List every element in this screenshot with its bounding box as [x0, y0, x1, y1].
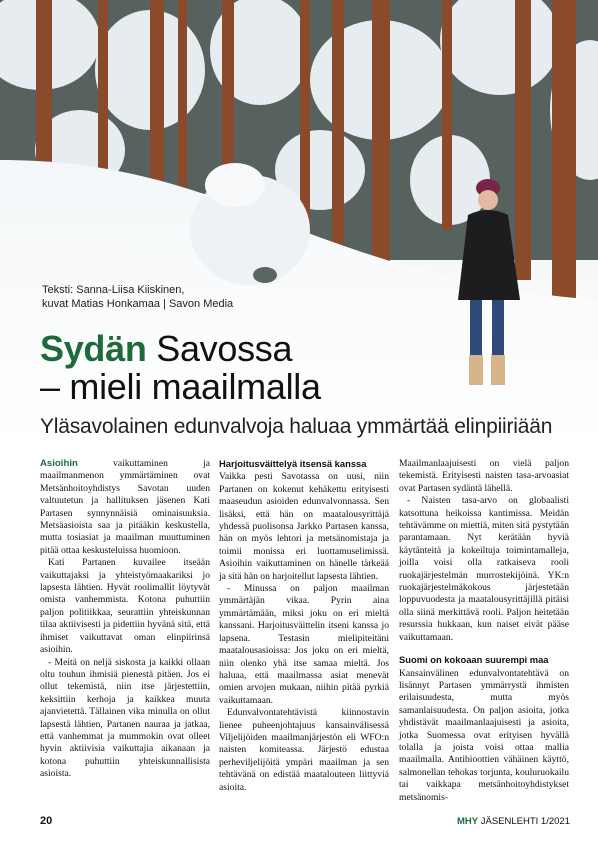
col3-paragraph-3: Kansainvälinen edunvalvontatehtävä on lisännyt Partasen ymmärrystä ihmisten erilaisuudesta, mutta myös samanlaisuudesta. On paljon asioita, jotka yhdistävät maailmanlaajuisesti ja asioita, jotka Suomessa ovat erityisen hyvällä tolalla ja joista voisi ottaa mallia maailmalla. Antibioottien vähäinen käyttö, salmonellan tehokas torjunta, kouluruokailu tai vaikkapa metsänhoitoyhdistykset metsänomis-	[399, 667, 569, 803]
section-heading-2: Suomi on kokoaan suurempi maa	[399, 654, 549, 666]
col2-paragraph-2: - Minussa on paljon maailman ymmärtäjän vikaa. Pyrin aina ymmärtämään, miksi joku on eri mieltä kanssani. Harjoitusväittelin itseni kanssa jo lapsena. Testasin mielipiteitäni maatalousasioissa: Jos joku on eri mieltä, niin olenko yhä itse samaa mieltä. Jos haluaa, että maailmassa asiat menevät omien arvojen mukaan, niihin pitää pyrkiä vaikuttamaan.	[219, 583, 389, 706]
lead-word: Asioihin	[40, 458, 78, 469]
credit-line-1: Teksti: Sanna-Liisa Kiiskinen,	[42, 284, 185, 296]
col1-paragraph-2: Kati Partanen kuvailee itseään vaikuttajaksi ja yhteistyömaakariksi jo lapsesta lähtien. Hyvät roolimallit löytyvät omista vanhemmista. Kotona puhuttiin paljon politiikkaa, seurattiin yhteiskunnan tilaa aktiivisesti ja pidettiin hyvänä sitä, että ihmiset vaikuttavat oman elinpiirinsä asioihin.	[40, 557, 210, 656]
col1-paragraph-3: - Meitä on neljä siskosta ja kaikki ollaan oltu touhun ihmisiä pienestä pitäen. Jos ei ollut tekemistä, niin itse järjestettiin, keksittiin kerhoja ja kaikkea muuta ajanvietettä. Tällainen vika minulla on ollut lapsestä lähtien, Partanen nauraa ja jatkaa, että vanhemmat ja mummokin ovat olleet hyvin aktiivisia vaikuttajia aikanaan ja kotona puhuttiin yhteiskunnallisista asioista.	[40, 656, 210, 780]
col2-paragraph-3: Edunvalvontatehtävistä kiinnostavin lienee puheenjohtajuus kansainvälisessä Viljelijöiden maailmanjärjestön eli WFO:n naisten komiteassa. Järjestö edustaa perheviljelijöitä ympäri maailman ja sen tehtävänä on edistää maatalouteen liittyviä asioita.	[219, 707, 389, 793]
section-heading-1: Harjoitusväittelyä itsensä kanssa	[219, 458, 367, 469]
col3-paragraph-1: Maailmanlaajuisesti on vielä paljon tekemistä. Erityisesti naisten tasa-arvoasiat ovat Partasen sydäntä lähellä.	[399, 458, 569, 494]
title-rest: Savossa	[146, 328, 293, 369]
col1-paragraph-1: vaikuttaminen ja maailmanmenon ymmärtäminen ovat Metsänhoitoyhdistys Savotan uuden valtuutetun ja hallituksen jäsenen Kati Partasen synnynnäisiä ominaisuuksia. Metsäasioista saa ja pitääkin keskustella, mutta tosiasiat ja maailman muuttuminen pitää ottaa keskusteluissa huomioon.	[40, 458, 210, 556]
column-2	[219, 458, 389, 794]
photo-credit	[42, 283, 233, 311]
issue-label: JÄSENLEHTI 1/2021	[478, 816, 570, 827]
credit-line-2: kuvat Matias Honkamaa | Savon Media	[42, 298, 234, 310]
article-subtitle: Yläsavolainen edunvalvoja haluaa ymmärtää elinpiiriään	[40, 415, 553, 438]
title-highlight: Sydän	[40, 328, 147, 369]
col3-paragraph-2: - Naisten tasa-arvo on globaalisti katsottuna heikoissa kantimissa. Meidän tehtävämme on miettiä, miten sitä pystytään parantamaan. Nyt kerätään hyviä käytänteitä ja kokeiltuja toimintamalleja, joilla voisi olla ratkaiseva rooli ruokajärjestelmän murrostekijöinä. YK:n ruokajärjestelmäkokous järjestetään loppuvuodesta ja maatalousyrittäjillä pitäisi olla siinä merkittävä rooli. Paljon heitetään resurssia hukkaan, kun naiset eivät pääse vaikuttamaan.	[399, 495, 569, 643]
column-1	[40, 458, 210, 781]
page-number: 20	[40, 815, 53, 827]
article-title	[40, 330, 321, 406]
col2-paragraph-1: Vaikka pesti Savotassa on uusi, niin Partanen on kokenut kehäkettu erityisesti maaseudun asioiden edunvalvonnassa. Sen lisäksi, että hän on maatalousyrittäjä yhdessä puolisonsa Jarkko Partasen kanssa, hän on myös lehtori ja metsänomistaja ja toimii monissa eri luottamuselimissä. Asioihin vaikuttaminen on hänelle tärkeää ja sitä hän on harjoitellut lapsesta lähtien.	[219, 471, 389, 582]
title-line-2: – mieli maailmalla	[40, 366, 321, 407]
publication-footer	[457, 816, 570, 827]
column-3	[399, 458, 569, 804]
brand-name: MHY	[456, 816, 479, 827]
